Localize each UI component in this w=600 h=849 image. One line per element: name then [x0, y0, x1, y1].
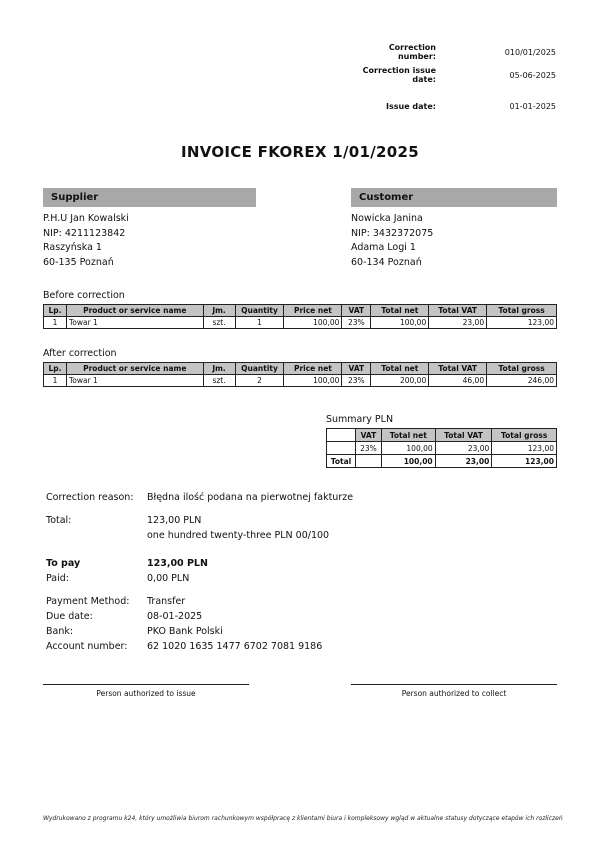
customer-city: 60-134 Poznań	[351, 256, 422, 268]
supplier-city: 60-135 Poznań	[43, 256, 114, 268]
summary-table	[326, 428, 557, 468]
summary-label: Summary PLN	[326, 414, 394, 425]
col-header: Total gross	[487, 363, 557, 375]
summary-header-row	[327, 429, 557, 442]
payment-method-label: Payment Method:	[46, 596, 130, 607]
total-block	[46, 513, 329, 543]
footer-note: Wydrukowano z programu k24, który umożliwia biurom rachunkowym współpracę z klientami biura i kompleksowy wgląd w aktualne statusy dotyczące etapów ich rozliczeń	[43, 815, 563, 822]
invoice-title: INVOICE FKOREX 1/01/2025	[180, 143, 420, 161]
correction-issue-date: 05-06-2025	[509, 70, 556, 80]
correction-number-label: Correction number:	[388, 43, 436, 61]
cell-total-vat: 46,00	[429, 375, 487, 387]
supplier-block	[43, 188, 256, 270]
payment-details-block	[46, 594, 322, 654]
cell-total-vat: 23,00	[429, 317, 487, 329]
total-in-words: one hundred twenty-three PLN 00/100	[147, 530, 330, 541]
correction-reason: Błędna ilość podana na pierwotnej fakturze	[147, 492, 354, 503]
cell-quantity: 2	[235, 375, 284, 387]
cell-total-net: 100,00	[371, 317, 429, 329]
cell-vat: 23%	[342, 375, 371, 387]
customer-block	[351, 188, 557, 270]
due-date: 08-01-2025	[147, 611, 203, 622]
col-header: Total VAT	[429, 305, 487, 317]
cell-total-net: 200,00	[371, 375, 429, 387]
cell-total-gross: 123,00	[492, 455, 557, 468]
after-correction-label: After correction	[43, 348, 117, 359]
signature-collect: Person authorized to collect	[351, 684, 557, 698]
bank-label: Bank:	[46, 626, 74, 637]
cell-vat: 23%	[342, 317, 371, 329]
account-number-label: Account number:	[46, 641, 128, 652]
col-header: Lp.	[44, 305, 67, 317]
payment-method: Transfer	[147, 596, 186, 607]
cell-price-net: 100,00	[284, 317, 342, 329]
cell-total-gross: 123,00	[487, 317, 557, 329]
cell-empty	[327, 442, 356, 455]
col-header: Total net	[381, 429, 435, 442]
table-row	[44, 375, 557, 387]
correction-reason-label: Correction reason:	[46, 492, 134, 503]
total-label: Total:	[46, 515, 72, 526]
col-header: Total VAT	[435, 429, 492, 442]
supplier-name: P.H.U Jan Kowalski	[43, 213, 129, 224]
col-header: Jm.	[203, 305, 235, 317]
cell-total-gross: 123,00	[492, 442, 557, 455]
cell-total-vat: 23,00	[435, 442, 492, 455]
cell-product: Towar 1	[66, 375, 203, 387]
summary-total-row	[327, 455, 557, 468]
supplier-heading: Supplier	[43, 188, 256, 207]
before-correction-table	[43, 304, 557, 329]
customer-heading: Customer	[351, 188, 557, 207]
cell-price-net: 100,00	[284, 375, 342, 387]
cell-total-net: 100,00	[381, 455, 435, 468]
col-header: Lp.	[44, 363, 67, 375]
before-correction-label: Before correction	[43, 290, 125, 301]
supplier-street: Raszyńska 1	[43, 242, 102, 253]
cell-quantity: 1	[235, 317, 284, 329]
col-header: Total VAT	[429, 363, 487, 375]
table-header-row	[44, 363, 557, 375]
cell-vat: 23%	[355, 442, 381, 455]
col-header: Total net	[371, 363, 429, 375]
col-header: Product or service name	[66, 305, 203, 317]
total-label: Total	[327, 455, 356, 468]
correction-reason-row	[46, 490, 353, 505]
summary-blank-header	[327, 429, 356, 442]
col-header: Total gross	[487, 305, 557, 317]
paid-label: Paid:	[46, 573, 69, 584]
col-header: VAT	[355, 429, 381, 442]
col-header: Jm.	[203, 363, 235, 375]
correction-issue-date-label: Correction issue date:	[362, 66, 436, 84]
col-header: Quantity	[235, 363, 284, 375]
payment-status-block	[46, 556, 208, 586]
col-header: Price net	[284, 363, 342, 375]
cell-lp: 1	[44, 317, 67, 329]
table-header-row	[44, 305, 557, 317]
account-number: 62 1020 1635 1477 6702 7081 9186	[147, 641, 323, 652]
issue-date: 01-01-2025	[509, 101, 556, 111]
cell-total-gross: 246,00	[487, 375, 557, 387]
cell-product: Towar 1	[66, 317, 203, 329]
to-pay-amount: 123,00 PLN	[147, 558, 208, 569]
cell-unit: szt.	[203, 317, 235, 329]
supplier-nip: NIP: 4211123842	[43, 227, 126, 239]
customer-name: Nowicka Janina	[351, 213, 423, 224]
to-pay-label: To pay	[46, 558, 81, 569]
paid-amount: 0,00 PLN	[147, 573, 190, 584]
col-header: Price net	[284, 305, 342, 317]
due-date-label: Due date:	[46, 611, 93, 622]
correction-number: 010/01/2025	[504, 47, 556, 57]
after-correction-table	[43, 362, 557, 387]
cell-total-net: 100,00	[381, 442, 435, 455]
col-header: Product or service name	[66, 363, 203, 375]
customer-nip: NIP: 3432372075	[351, 227, 434, 239]
table-row	[44, 317, 557, 329]
col-header: VAT	[342, 363, 371, 375]
cell-empty	[355, 455, 381, 468]
col-header: VAT	[342, 305, 371, 317]
customer-street: Adama Logi 1	[351, 242, 416, 253]
total-amount: 123,00 PLN	[147, 515, 202, 526]
col-header: Total net	[371, 305, 429, 317]
signature-issue: Person authorized to issue	[43, 684, 249, 698]
col-header: Total gross	[492, 429, 557, 442]
table-row	[327, 442, 557, 455]
cell-lp: 1	[44, 375, 67, 387]
cell-total-vat: 23,00	[435, 455, 492, 468]
bank-name: PKO Bank Polski	[147, 626, 223, 637]
col-header: Quantity	[235, 305, 284, 317]
invoice-meta	[356, 43, 556, 118]
cell-unit: szt.	[203, 375, 235, 387]
issue-date-label: Issue date:	[386, 101, 436, 111]
